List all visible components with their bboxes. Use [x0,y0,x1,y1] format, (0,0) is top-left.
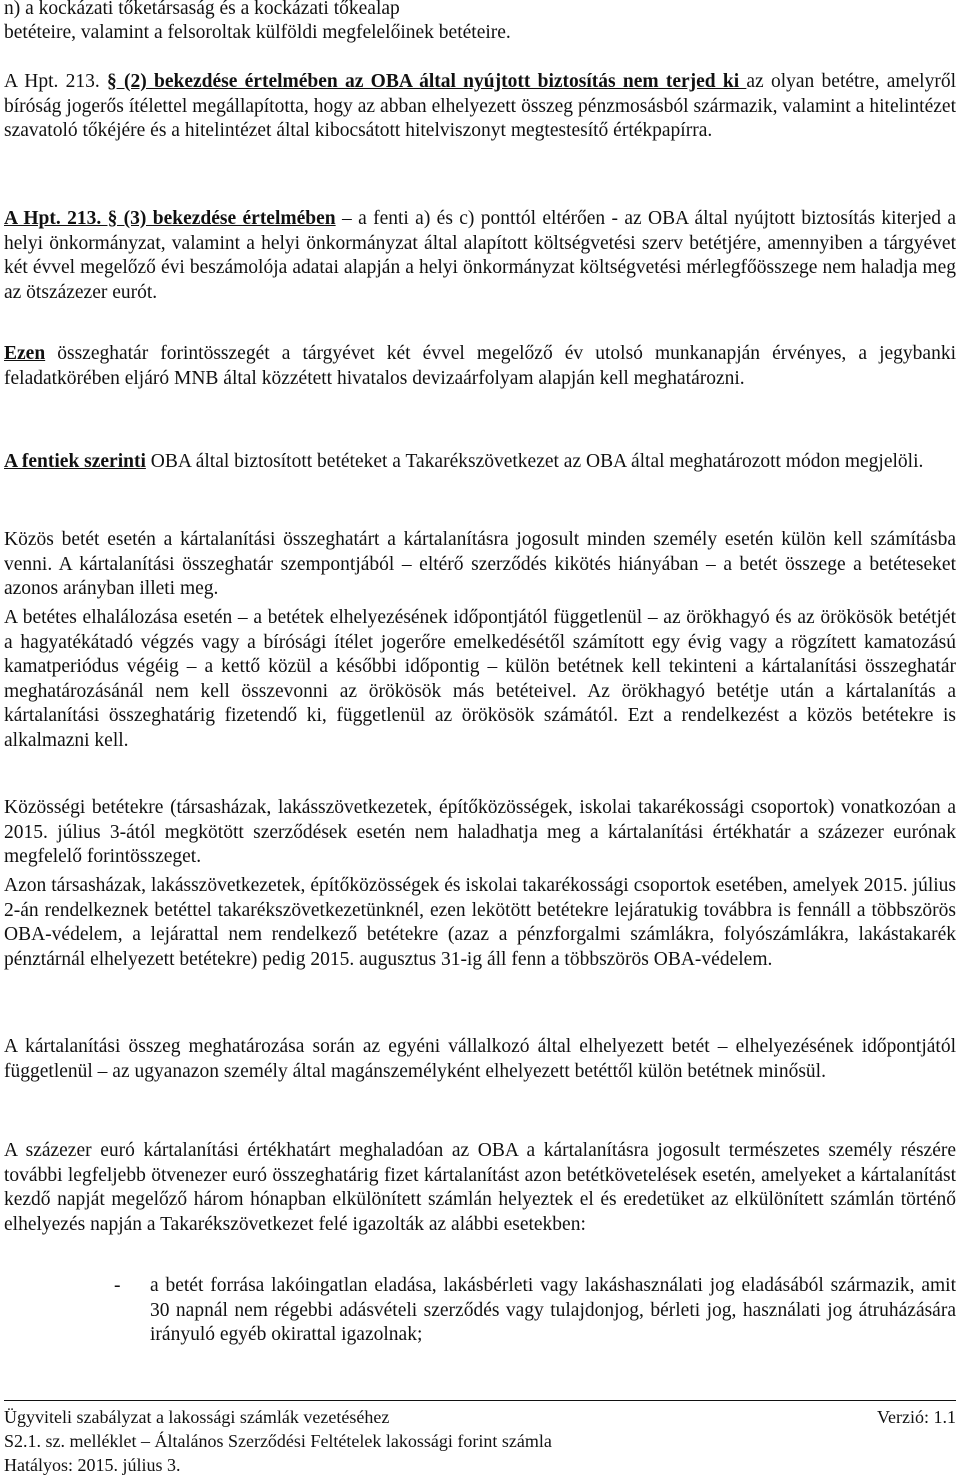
condition-list [4,1274,956,1348]
hpt-213-3-paragraph: A Hpt. 213. § (3) bekezdése értelmében – a fenti a) és c) ponttól eltérően - az OBA által nyújtott biztosítás kiterjed a helyi önkormányzat, valamint a helyi önkormányzat által alapított költségvetési szerv betétjére, amennyiben a tárgyévet két évvel megelőző évi beszámolója adatai alapján a helyi önkormányzat költségvetési mérlegfőösszege nem haladja meg az ötszázezer eurót. [4,208,956,303]
footer-annex: S2.1. sz. melléklet – Általános Szerződési Feltételek lakossági forint számla [4,1431,552,1451]
betetes-elhalalozasa-paragraph: A betétes elhalálozása esetén – a betétek elhelyezésének időpontjától függetlenül – az örökhagyó és az örökösök betétjét a hagyatékátadó végzés vagy a bírósági ítélet jogerőre emelkedésétől számított egy évig vagy a rögzített kamatozású kamatperiódus végéig – a kettő közül a későbbi időpontig – külön betétnek kell tekinteni a kártalanítási összeghatár meghatározásánál nem kell összevonni az örökösök más betéteivel. Az örökhagyó betétje után a kártalanítás a kártalanítási összeghatárig fizetendő ki, függetlenül az örökösök számától. Ezt a rendelkezést a közös betétekre is alkalmazni kell. [4,607,956,751]
page-footer [4,1400,956,1477]
footer-title: Ügyviteli szabályzat a lakossági számlák vezetéséhez [4,1407,390,1427]
footer-row-1 [4,1405,956,1429]
list-item [4,1274,956,1348]
footer-version: Verzió: 1.1 [877,1407,956,1427]
kozossegi-betetek-paragraph: Közösségi betétekre (társasházak, lakásszövetkezetek, építőközösségek, iskolai takarékossági csoportok) vonatkozóan a 2015. július 3-ától megkötött szerződések esetén nem haladhatja meg a kártalanítási értékhatár a százezer eurónak megfelelő forintösszeget. [4,797,956,867]
hpt-213-2-paragraph: A Hpt. 213. § (2) bekezdése értelmében az OBA által nyújtott biztosítás nem terjed ki az olyan betétre, amelyről bíróság jogerős ítélettel megállapította, hogy az abban elhelyezett összeg pénzmosásból származik, valamint a hitelintézet szavatoló tőkéjére és a hitelintézet által kibocsátott hitelviszonyt megtestesítő értékpapírra. [4,71,957,141]
footer-effective: Hatályos: 2015. július 3. [4,1455,181,1475]
list-item-text: a betét forrása lakóingatlan eladása, lakásbérleti vagy lakáshasználati jog eladásából származik, amit 30 napnál nem régebbi adásvételi szerződés vagy tulajdonjog, bérleti jog, használati jog átruházására irányuló egyéb okirattal igazolnak; [150,1275,956,1345]
list-bullet: - [114,1275,121,1296]
n-item-line1: n) a kockázati tőketársaság és a kockázati tőkealap [4,0,400,19]
egyeni-vallalkozo-paragraph: A kártalanítási összeg meghatározása során az egyéni vállalkozó által elhelyezett betét – elhelyezésének időpontjától függetlenül – az ugyanazon személy által magánszemélyként elhelyezett betéttől külön betétnek minősül. [4,1036,956,1082]
fentiek-paragraph: A fentiek szerinti OBA által biztosított betéteket a Takarékszövetkezet az OBA által meghatározott módon megjelöli. [4,451,924,472]
n-item-line2: betéteire, valamint a felsoroltak külföldi megfelelőinek betéteire. [4,22,511,43]
szazezer-euro-paragraph: A százezer euró kártalanítási értékhatárt meghaladóan az OBA a kártalanításra jogosult természetes személy részére további legfeljebb ötvenezer euró összeghatárig fizet kártalanítást azon betétkövetelések esetén, amelyeket a kártalanítást kezdő napját megelőző három hónapban elkülönített számlán helyeztek el és eredetüket az elkülönített számlán történő elhelyezés napján a Takarékszövetkezet felé igazolták az alábbi esetekben: [4,1140,956,1235]
tarsashazak-paragraph: Azon társasházak, lakásszövetkezetek, építőközösségek és iskolai takarékossági csoportok esetében, amelyek 2015. július 2-án rendelkeznek betéttel takarékszövetkezetünknél, ezen lekötött betétekre lejáratukig továbbra is fennáll a többszörös OBA-védelem, a lejárattal nem rendelkező betétekre (azaz a pénzforgalmi számlákra, folyószámlákra, lakástakarék pénztárnál elhelyezett betétekre) pedig 2015. augusztus 31-ig áll fenn a többszörös OBA-védelem. [4,875,956,970]
ezen-paragraph: Ezen összeghatár forintösszegét a tárgyévet két évvel megelőző év utolsó munkanapján érvényes, a jegybanki feladatkörében eljáró MNB által közzétett hivatalos devizaárfolyam alapján kell meghatározni. [4,343,956,389]
kozos-betet-paragraph: Közös betét esetén a kártalanítási összeghatárt a kártalanításra jogosult minden személy esetén külön kell számításba venni. A kártalanítási összeghatár szempontjából – eltérő szerződés kikötés hiányában – a betét összege a betéteseket azonos arányban illeti meg. [4,529,956,599]
